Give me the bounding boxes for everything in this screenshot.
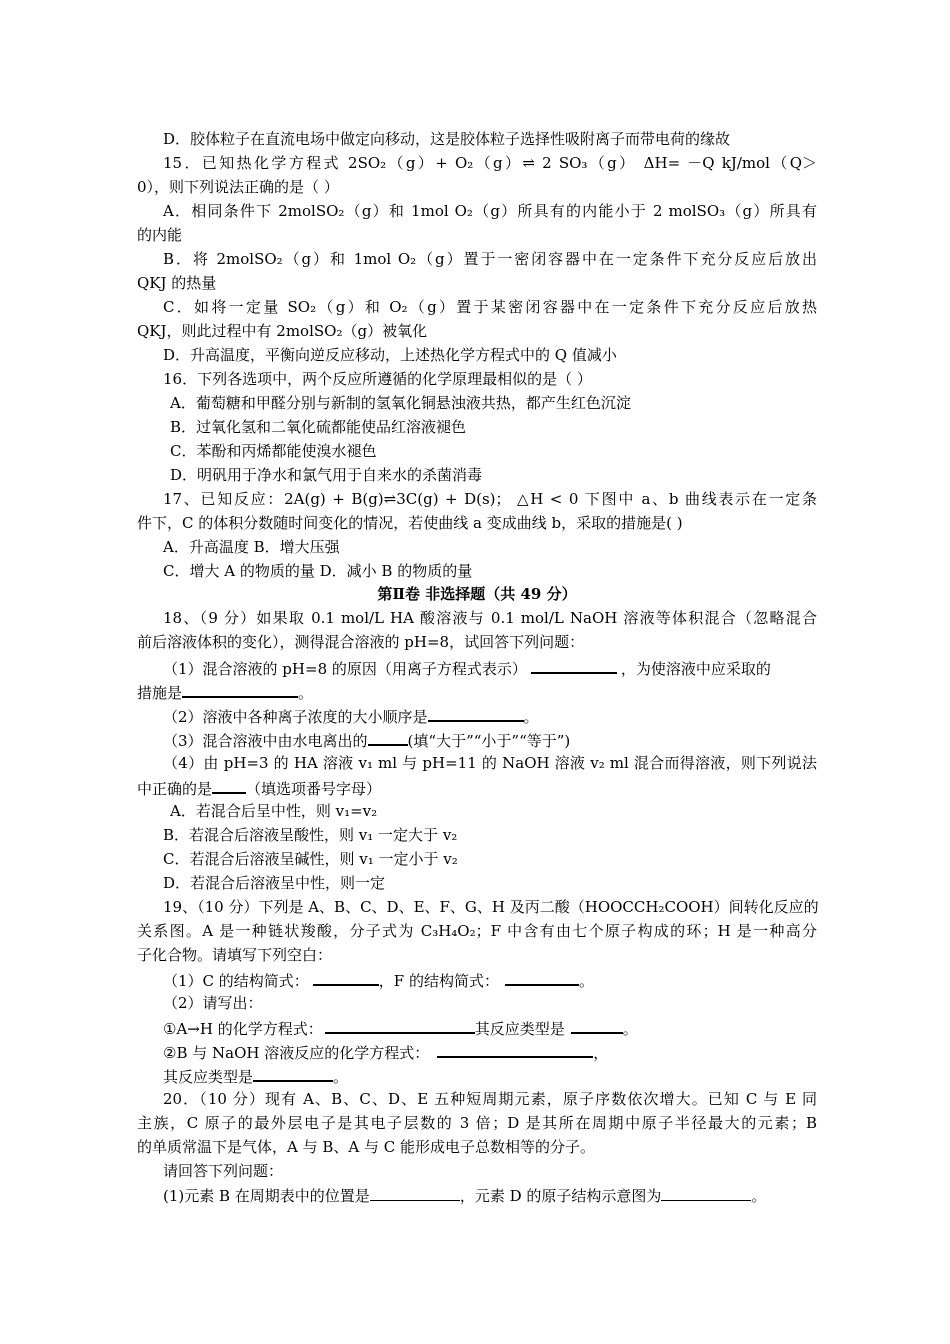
q16-option-b: B．过氧化氢和二氧化硫都能使品红溶液褪色 bbox=[170, 418, 467, 436]
q20-part1-b-label: (1)元素 B 在周期表中的位置是 bbox=[163, 1187, 370, 1205]
answer-blank[interactable] bbox=[313, 968, 379, 986]
q18-part4-line2 bbox=[137, 776, 817, 800]
q18-part1-text: （1）混合溶液的 pH=8 的原因（用离子方程式表示） bbox=[163, 660, 527, 678]
q18-stem-line2: 前后溶液体积的变化），测得混合溶液的 pH=8，试回答下列问题： bbox=[137, 633, 585, 651]
q18-option-a: A．若混合后呈中性，则 v₁=v₂ bbox=[170, 802, 378, 820]
q18-part3-end: (填“大于”“小于”“等于”) bbox=[407, 732, 571, 750]
q20-part1-end: 。 bbox=[751, 1187, 767, 1205]
q18-option-b: B．若混合后溶液呈酸性，则 v₁ 一定大于 v₂ bbox=[163, 826, 458, 844]
q18-part3 bbox=[163, 728, 817, 752]
section-title: 第Ⅱ卷 非选择题（共 49 分） bbox=[377, 585, 577, 603]
q19-part2-comma: ， bbox=[593, 1044, 609, 1062]
q15-option-b-line2: QKJ 的热量 bbox=[137, 274, 217, 292]
q18-part1-text2: ，为使溶液中应采取的 bbox=[620, 660, 771, 678]
q16-option-d: D．明矾用于净水和氯气用于自来水的杀菌消毒 bbox=[170, 466, 483, 484]
q19-part1-c-label: （1）C 的结构简式： bbox=[163, 972, 309, 990]
q16-stem: 16．下列各选项中，两个反应所遵循的化学原理最相似的是（ ） bbox=[163, 370, 592, 388]
q19-part1-f-label: ，F 的结构简式： bbox=[378, 972, 499, 990]
q19-part2-end: 。 bbox=[622, 1020, 638, 1038]
q15-option-a-line2: 的内能 bbox=[137, 226, 183, 244]
q18-part4-line1: （4）由 pH=3 的 HA 溶液 v₁ ml 与 pH=11 的 NaOH 溶液 v₂ ml 混合而得溶液，则下列说法 bbox=[163, 754, 817, 772]
answer-blank[interactable] bbox=[437, 1040, 593, 1058]
answer-blank[interactable] bbox=[368, 728, 408, 746]
q18-part1-line1 bbox=[163, 656, 817, 680]
q18-stem-line1: 18、（9 分）如果取 0.1 mol/L HA 酸溶液与 0.1 mol/L NaOH 溶液等体积混合（忽略混合 bbox=[163, 609, 817, 627]
q19-part2-type-label: 其反应类型是 bbox=[474, 1020, 565, 1038]
q19-part2-b-label: ②B 与 NaOH 溶液反应的化学方程式： bbox=[163, 1044, 430, 1062]
q19-part1 bbox=[163, 968, 817, 992]
q19-part2-line1 bbox=[163, 1016, 817, 1040]
answer-blank[interactable] bbox=[531, 656, 617, 674]
q19-part2-line2 bbox=[163, 1040, 817, 1064]
q19-part2-heading: （2）请写出： bbox=[163, 994, 263, 1012]
q15-option-b-line1: B．将 2molSO₂（g）和 1mol O₂（g）置于一密闭容器中在一定条件下充分反应后放出 bbox=[163, 250, 817, 268]
q19-part2-a-to-h-label: ①A→H 的化学方程式： bbox=[163, 1020, 323, 1038]
q16-option-c: C．苯酚和丙烯都能使溴水褪色 bbox=[170, 442, 377, 460]
answer-blank[interactable] bbox=[253, 1064, 333, 1082]
answer-blank[interactable] bbox=[428, 704, 524, 722]
q18-part1-measure-label: 措施是 bbox=[137, 684, 183, 702]
q19-part2-type-label2: 其反应类型是 bbox=[163, 1068, 254, 1086]
q15-option-c-line1: C．如将一定量 SO₂（g）和 O₂（g）置于某密闭容器中在一定条件下充分反应后放热 bbox=[163, 298, 817, 316]
q15-stem-line1: 15．已知热化学方程式 2SO₂（g）+ O₂（g）⇌ 2 SO₃（g） ΔH= －Q kJ/mol（Q＞ bbox=[163, 154, 817, 172]
q20-stem-line3: 的单质常温下是气体，A 与 B、A 与 C 能形成电子总数相等的分子。 bbox=[137, 1138, 596, 1156]
q15-stem-line2: 0），则下列说法正确的是（ ） bbox=[137, 178, 339, 196]
q16-option-a: A．葡萄糖和甲醛分别与新制的氢氧化铜悬浊液共热，都产生红色沉淀 bbox=[170, 394, 631, 412]
q20-stem-line2: 主族，C 原子的最外层电子是其电子层数的 3 倍；D 是其所在周期中原子半径最大的元素；B bbox=[137, 1114, 817, 1132]
q18-part1-end: 。 bbox=[298, 684, 314, 702]
q17-options-ab: A．升高温度 B．增大压强 bbox=[163, 538, 340, 556]
answer-blank[interactable] bbox=[370, 1184, 460, 1201]
answer-blank[interactable] bbox=[661, 1184, 751, 1201]
answer-blank[interactable] bbox=[325, 1016, 475, 1034]
q15-option-c-line2: QKJ，则此过程中有 2molSO₂（g）被氧化 bbox=[137, 322, 428, 340]
q20-part1 bbox=[163, 1184, 817, 1207]
q18-part1-line2 bbox=[137, 680, 817, 704]
q18-part2-end: 。 bbox=[523, 708, 539, 726]
q18-option-d: D．若混合后溶液呈中性，则一定 bbox=[163, 874, 386, 892]
q18-option-c: C．若混合后溶液呈碱性，则 v₁ 一定小于 v₂ bbox=[163, 850, 458, 868]
answer-blank[interactable] bbox=[571, 1016, 623, 1034]
q19-part1-end: 。 bbox=[578, 972, 594, 990]
q18-part2 bbox=[163, 704, 817, 728]
q20-stem-line1: 20．（10 分）现有 A、B、C、D、E 五种短周期元素，原子序数依次增大。已知 C 与 E 同 bbox=[163, 1090, 817, 1108]
q17-options-cd: C．增大 A 的物质的量 D．减小 B 的物质的量 bbox=[163, 562, 473, 580]
q15-option-d: D．升高温度，平衡向逆反应移动，上述热化学方程式中的 Q 值减小 bbox=[163, 346, 617, 364]
q14-option-d: D．胶体粒子在直流电场中做定向移动，这是胶体粒子选择性吸附离子而带电荷的缘故 bbox=[163, 130, 731, 148]
q19-stem-line1: 19、（10 分）下列是 A、B、C、D、E、F、G、H 及丙二酸（HOOCCH₂COOH）间转化反应的 bbox=[163, 898, 819, 916]
answer-blank[interactable] bbox=[182, 680, 298, 698]
q18-part4-text: 中正确的是 bbox=[137, 780, 213, 798]
q19-stem-line3: 子化合物。请填写下列空白： bbox=[137, 946, 333, 964]
q19-part2-end2: 。 bbox=[333, 1068, 349, 1086]
q19-part2-line3 bbox=[163, 1064, 817, 1088]
q17-stem-line1: 17、已知反应：2A(g) + B(g)⇌3C(g) + D(s)； △H < 0 下图中 a、b 曲线表示在一定条 bbox=[163, 490, 817, 508]
q15-option-a-line1: A．相同条件下 2molSO₂（g）和 1mol O₂（g）所具有的内能小于 2 molSO₃（g）所具有 bbox=[163, 202, 817, 220]
q18-part4-end: （填选项番号字母） bbox=[246, 780, 382, 798]
q18-part2-text: （2）溶液中各种离子浓度的大小顺序是 bbox=[163, 708, 428, 726]
q17-stem-line2: 件下，C 的体积分数随时间变化的情况，若使曲线 a 变成曲线 b，采取的措施是( ) bbox=[137, 514, 683, 532]
q18-part3-text: （3）混合溶液中由水电离出的 bbox=[163, 732, 368, 750]
answer-blank[interactable] bbox=[505, 968, 579, 986]
q20-part1-d-label: ，元素 D 的原子结构示意图为 bbox=[459, 1187, 662, 1205]
q19-stem-line2: 关系图。A 是一种链状羧酸，分子式为 C₃H₄O₂；F 中含有由七个原子构成的环；H 是一种高分 bbox=[137, 922, 817, 940]
q20-prompt: 请回答下列问题： bbox=[163, 1162, 284, 1180]
answer-blank[interactable] bbox=[212, 776, 246, 794]
